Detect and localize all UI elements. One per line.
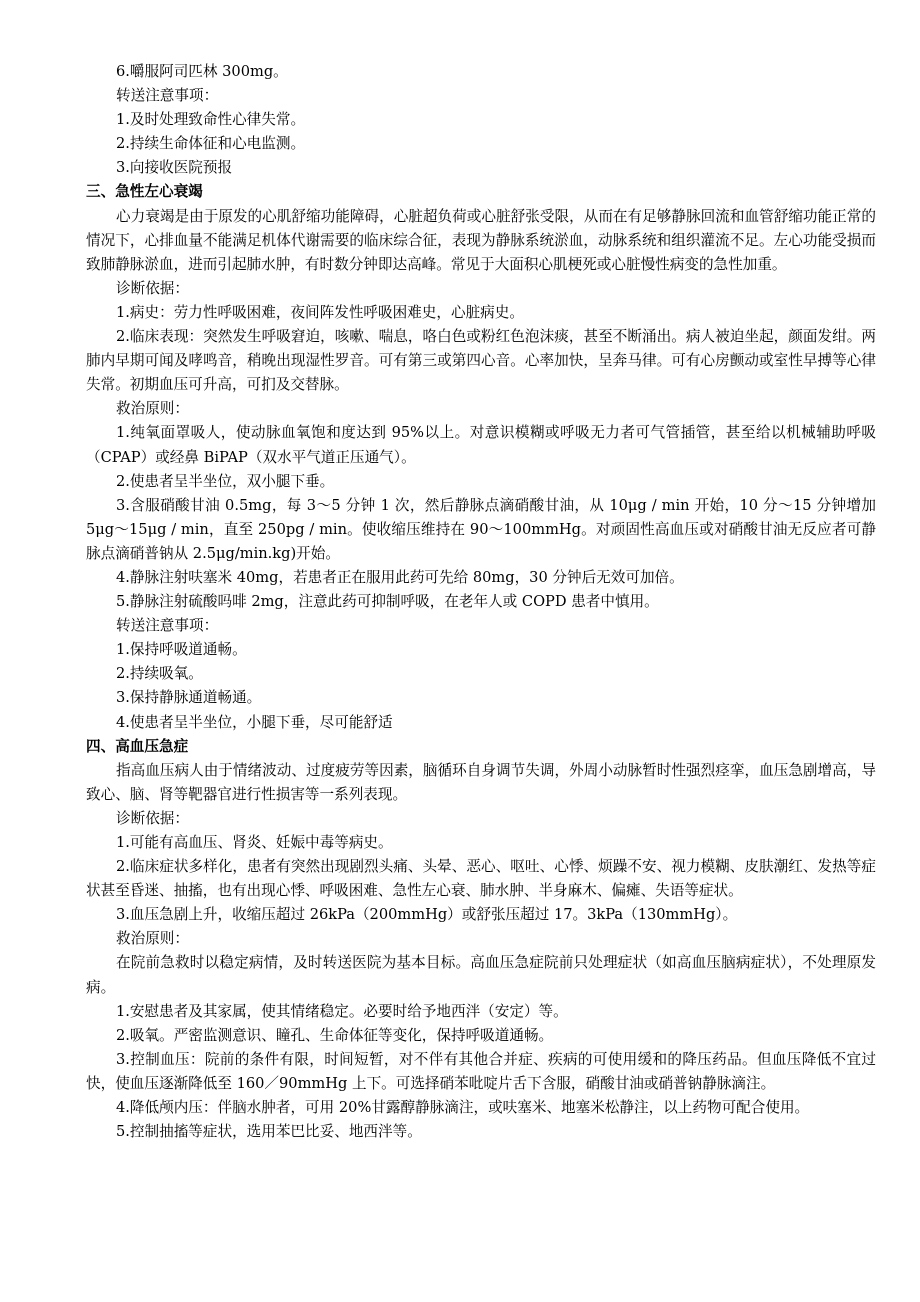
treatment-item-5b: 5.控制抽搐等症状，选用苯巴比妥、地西泮等。 bbox=[116, 1123, 422, 1141]
transfer-note-3: 3.向接收医院预报 bbox=[116, 159, 233, 177]
transfer-note-1b: 1.保持呼吸道通畅。 bbox=[116, 641, 247, 659]
transfer-note-4b: 4.使患者呈半坐位，小腿下垂，尽可能舒适 bbox=[116, 713, 393, 731]
diagnosis-item-2: 2.临床表现：突然发生呼吸窘迫，咳嗽、喘息，咯白色或粉红色泡沫痰，甚至不断涌出。病人被迫坐起，颜面发绀。两肺内早期可闻及哮鸣音，稍晚出现湿性罗音。可有第三或第四心音。心率加快，呈奔马律。可有心房颤动或室性早搏等心律失常。初期血压可升高，可扪及交替脉。 bbox=[86, 328, 876, 394]
treatment-item-2b: 2.吸氧。严密监测意识、瞳孔、生命体征等变化，保持呼吸道通畅。 bbox=[116, 1026, 554, 1044]
transfer-notes-label-2: 转送注意事项： bbox=[116, 617, 219, 635]
treatment-item-1b: 1.安慰患者及其家属，使其情绪稳定。必要时给予地西泮（安定）等。 bbox=[116, 1002, 568, 1020]
diagnosis-item-2b: 2.临床症状多样化，患者有突然出现剧烈头痛、头晕、恶心、呕吐、心悸、烦躁不安、视力模糊、皮肤潮红、发热等症状甚至昏迷、抽搐，也有出现心悸、呼吸困难、急性左心衰、肺水肿、半身麻木、偏瘫、失语等症状。 bbox=[86, 858, 876, 900]
diagnosis-item-3b: 3.血压急剧上升，收缩压超过 26kPa（200mmHg）或舒张压超过 17。3kPa（130mmHg）。 bbox=[116, 906, 738, 924]
treatment-principles-label: 救治原则： bbox=[116, 400, 189, 418]
treatment-principles-label-2: 救治原则： bbox=[116, 930, 189, 948]
transfer-note-2b: 2.持续吸氧。 bbox=[116, 665, 203, 683]
section-heading-acute-left-heart-failure: 三、急性左心衰竭 bbox=[86, 183, 203, 201]
prehospital-goal-paragraph: 在院前急救时以稳定病情，及时转送医院为基本目标。高血压急症院前只处理症状（如高血压脑病症状），不处理原发病。 bbox=[86, 954, 876, 996]
diagnosis-basis-label-2: 诊断依据： bbox=[116, 809, 189, 827]
treatment-item-1: 1.纯氧面罩吸人，使动脉血氧饱和度达到 95%以上。对意识模糊或呼吸无力者可气管插管，甚至给以机械辅助呼吸（CPAP）或经鼻 BiPAP（双水平气道正压通气）。 bbox=[86, 424, 876, 466]
treatment-item-3b: 3.控制血压：院前的条件有限，时间短暂，对不伴有其他合并症、疾病的可使用缓和的降压药品。但血压降低不宜过快，使血压逐渐降低至 160／90mmHg 上下。可选择硝苯吡啶片舌下含服，硝酸甘油或硝普钠静脉滴注。 bbox=[86, 1050, 876, 1092]
treatment-item-4b: 4.降低颅内压：伴脑水肿者，可用 20%甘露醇静脉滴注，或呋塞米、地塞米松静注，以上药物可配合使用。 bbox=[116, 1099, 810, 1117]
section-heading-hypertensive-emergency: 四、高血压急症 bbox=[86, 737, 189, 755]
transfer-note-3b: 3.保持静脉通道畅通。 bbox=[116, 689, 262, 707]
document-page bbox=[86, 60, 876, 1144]
transfer-note-1: 1.及时处理致命性心律失常。 bbox=[116, 111, 306, 129]
diagnosis-item-1: 1.病史：劳力性呼吸困难，夜间阵发性呼吸困难史，心脏病史。 bbox=[116, 303, 524, 321]
treatment-item-4: 4.静脉注射呋塞米 40mg，若患者正在服用此药可先给 80mg，30 分钟后无效可加倍。 bbox=[116, 568, 684, 586]
transfer-notes-label: 转送注意事项： bbox=[116, 87, 219, 105]
transfer-note-2: 2.持续生命体征和心电监测。 bbox=[116, 135, 306, 153]
hypertension-intro-paragraph: 指高血压病人由于情绪波动、过度疲劳等因素，脑循环自身调节失调，外周小动脉暂时性强烈痉挛，血压急剧增高，导致心、脑、肾等靶器官进行性损害等一系列表现。 bbox=[86, 761, 876, 803]
treatment-item-3: 3.含服硝酸甘油 0.5mg，每 3～5 分钟 1 次，然后静脉点滴硝酸甘油，从 10μg / min 开始，10 分～15 分钟增加 5μg～15μg / min，直至 250pg / min。使收缩压维持在 90～100mmHg。对顽固性高血压或对硝酸甘油无反应者可静脉点滴硝普钠从 2.5μg/min.kg)开始。 bbox=[86, 496, 876, 562]
diagnosis-item-1b: 1.可能有高血压、肾炎、妊娠中毒等病史。 bbox=[116, 834, 393, 851]
treatment-item-2: 2.使患者呈半坐位，双小腿下垂。 bbox=[116, 472, 335, 490]
diagnosis-basis-label: 诊断依据： bbox=[116, 279, 189, 297]
heart-failure-intro-paragraph: 心力衰竭是由于原发的心肌舒缩功能障碍，心脏超负荷或心脏舒张受限，从而在有足够静脉回流和血管舒缩功能正常的情况下，心排血量不能满足机体代谢需要的临床综合征，表现为静脉系统淤血，动脉系统和组织灌流不足。左心功能受损而致肺静脉淤血，进而引起肺水肿，有时数分钟即达高峰。常见于大面积心肌梗死或心脏慢性病变的急性加重。 bbox=[86, 207, 876, 273]
treatment-item-6: 6.嚼服阿司匹林 300mg。 bbox=[116, 63, 288, 80]
treatment-item-5: 5.静脉注射硫酸吗啡 2mg，注意此药可抑制呼吸，在老年人或 COPD 患者中慎用。 bbox=[116, 593, 659, 611]
